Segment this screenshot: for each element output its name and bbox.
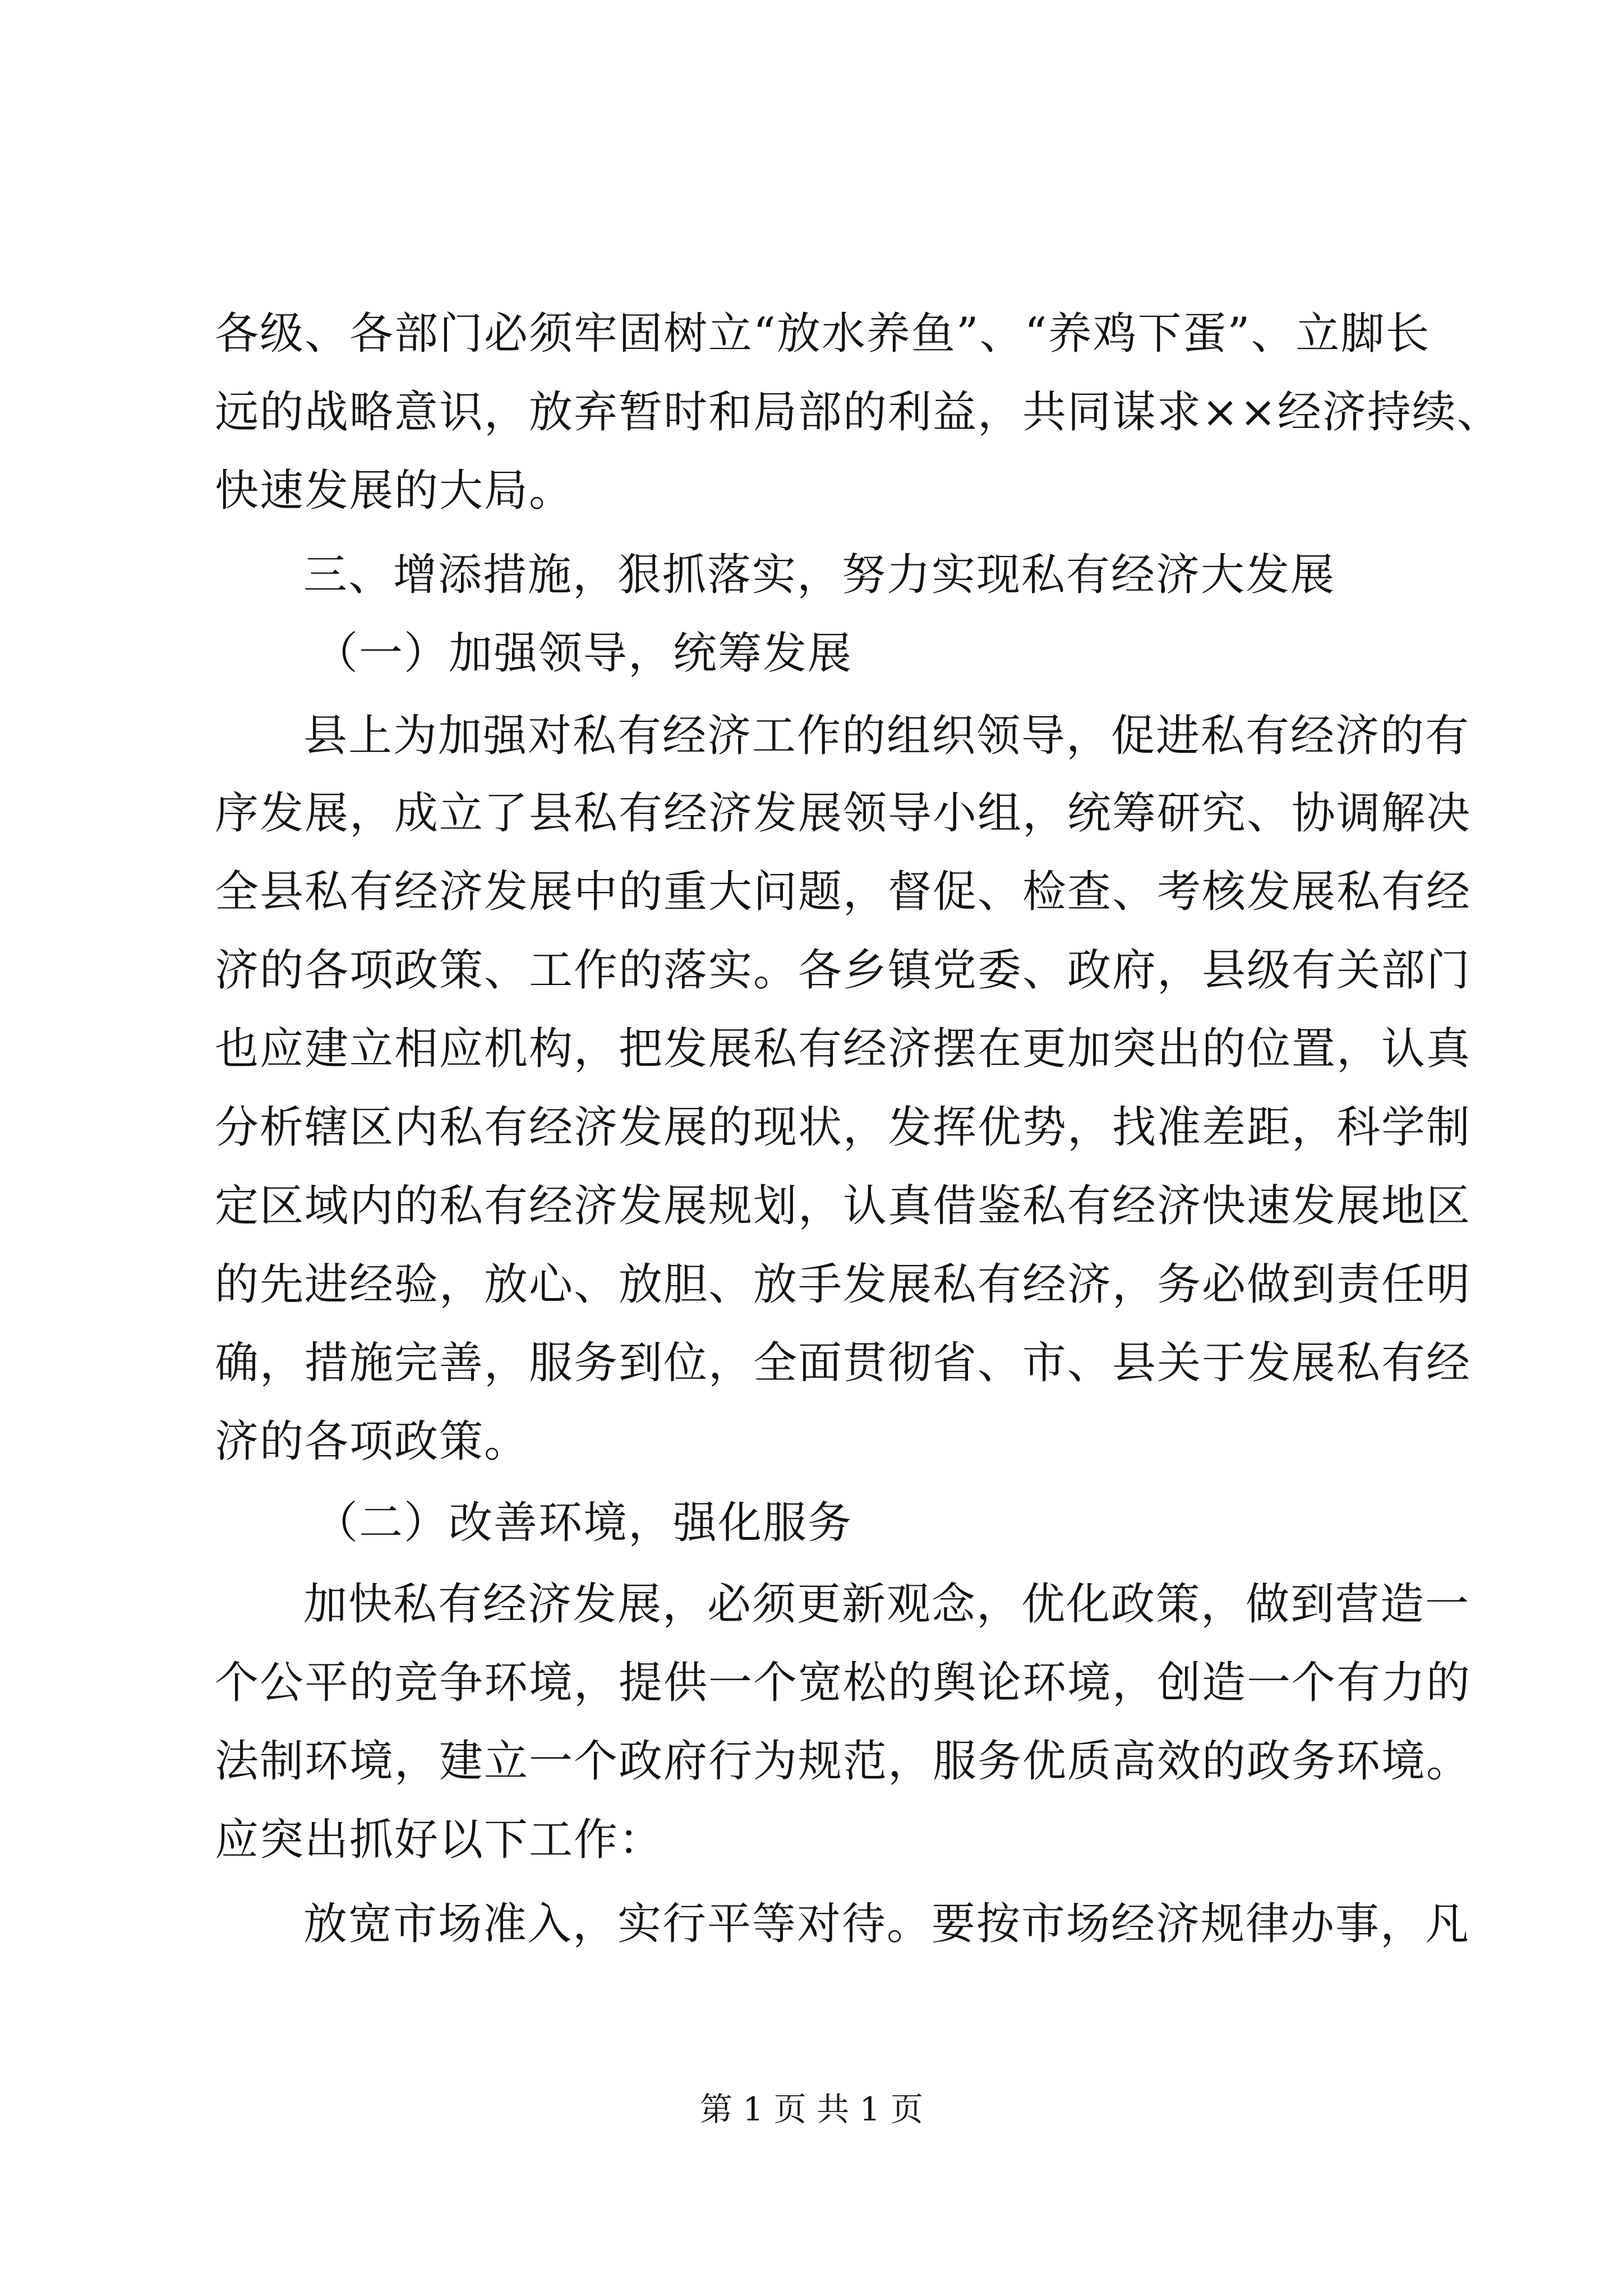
body-line-10: 也应建立相应机构，把发展私有经济摆在更加突出的位置，认真 — [215, 1024, 1472, 1074]
subheading-2: （二）改善环境，强化服务 — [314, 1498, 853, 1548]
body-line-17: 加快私有经济发展，必须更新观念，优化政策，做到营造一 — [303, 1579, 1470, 1630]
body-line-2: 远的战略意识，放弃暂时和局部的利益，共同谋求××经济持续、 — [215, 387, 1502, 438]
body-line-14: 确，措施完善，服务到位，全面贯彻省、市、县关于发展私有经 — [215, 1338, 1472, 1388]
body-line-8: 全县私有经济发展中的重大问题，督促、检查、考核发展私有经 — [215, 867, 1472, 917]
page-footer: 第 1 页 共 1 页 — [700, 2090, 923, 2128]
body-line-11: 分析辖区内私有经济发展的现状，发挥优势，找准差距，科学制 — [215, 1102, 1472, 1153]
body-line-21: 放宽市场准入，实行平等对待。要按市场经济规律办事，凡 — [303, 1899, 1470, 1949]
body-line-20: 应突出抓好以下工作： — [215, 1815, 664, 1865]
section-heading-3: 三、增添措施，狠抓落实，努力实现私有经济大发展 — [303, 550, 1336, 600]
body-line-12: 定区域内的私有经济发展规划，认真借鉴私有经济快速发展地区 — [215, 1181, 1472, 1231]
body-line-18: 个公平的竞争环境，提供一个宽松的舆论环境，创造一个有力的 — [215, 1658, 1472, 1708]
body-line-19: 法制环境，建立一个政府行为规范，服务优质高效的政务环境。 — [215, 1736, 1472, 1787]
body-line-3: 快速发展的大局。 — [215, 466, 574, 516]
body-line-6: 县上为加强对私有经济工作的组织领导，促进私有经济的有 — [303, 711, 1470, 761]
subheading-1: （一）加强领导，统筹发展 — [314, 628, 853, 679]
body-line-13: 的先进经验，放心、放胆、放手发展私有经济，务必做到责任明 — [215, 1259, 1472, 1310]
body-line-9: 济的各项政策、工作的落实。各乡镇党委、政府，县级有关部门 — [215, 945, 1472, 996]
body-line-7: 序发展，成立了县私有经济发展领导小组，统筹研究、协调解决 — [215, 788, 1472, 839]
body-line-15: 济的各项政策。 — [215, 1416, 529, 1467]
body-line-1: 各级、各部门必须牢固树立“放水养鱼”、“养鸡下蛋”、立脚长 — [215, 309, 1431, 359]
